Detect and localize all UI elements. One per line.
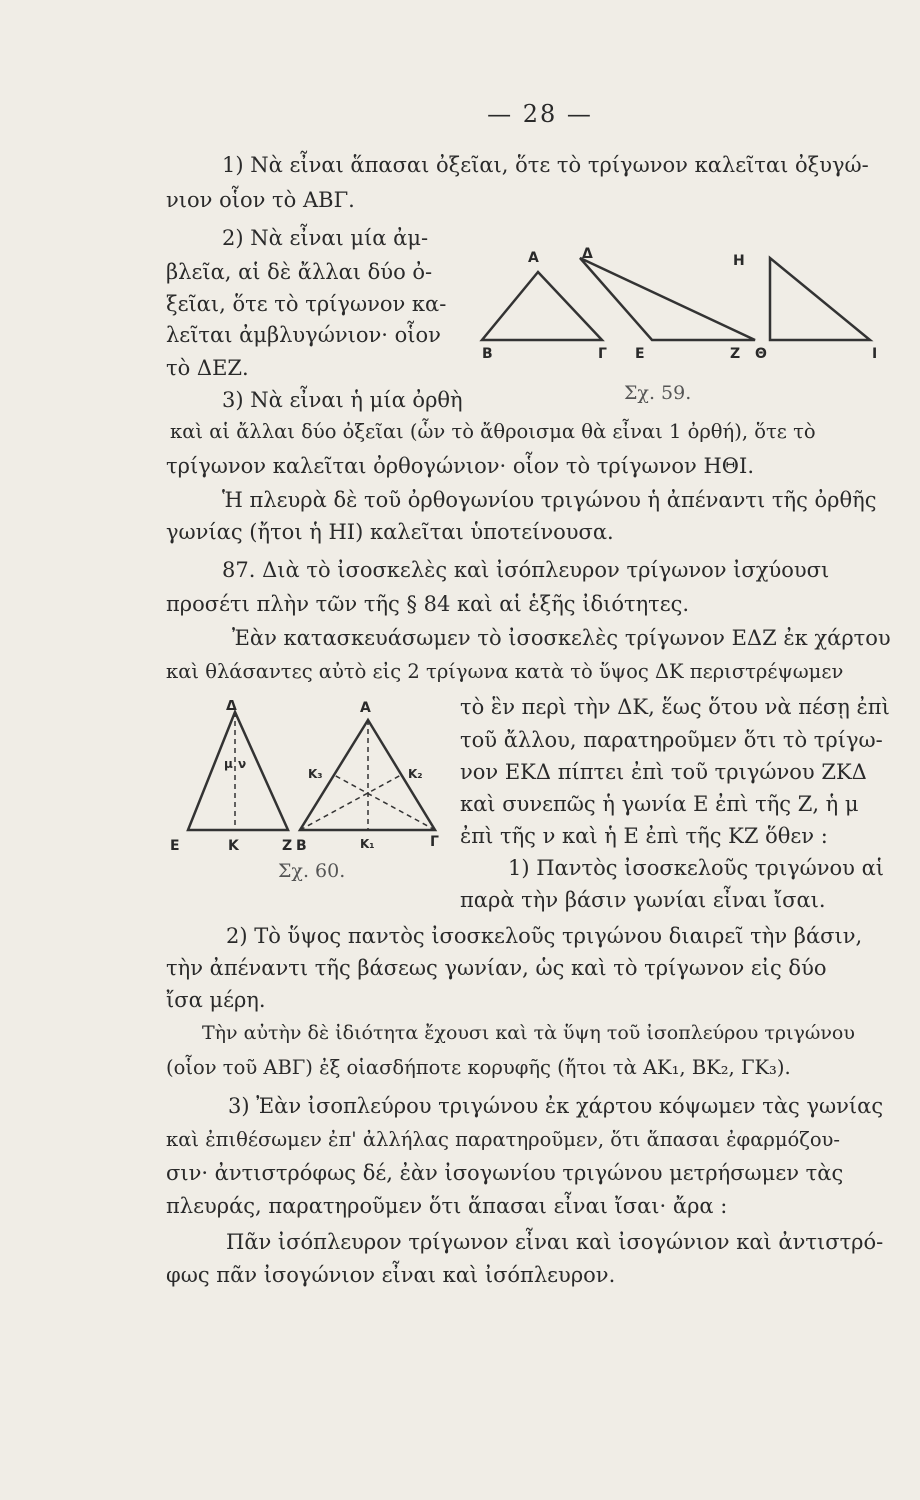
text-line: τὸ ΔΕΖ. [166,356,249,380]
text-line: νιον οἷον τὸ ΑΒΓ. [166,188,355,212]
text-line: καὶ αἱ ἄλλαι δύο ὀξεῖαι (ὧν τὸ ἄθροισμα θὰ εἶναι 1 ὀρθή), ὅτε τὸ [170,420,816,443]
figure-59 [470,240,890,380]
label-B: B [482,346,493,362]
label-D: Δ [582,246,593,262]
label-mu: μ [224,757,233,771]
text-line: Τὴν αὐτὴν δὲ ἰδιότητα ἔχουσι καὶ τὰ ὕψη τοῦ ἰσοπλεύρου τριγώνου [202,1022,855,1044]
label-A: A [528,250,539,266]
text-line: καὶ θλάσαντες αὐτὸ εἰς 2 τρίγωνα κατὰ τὸ ὕψος ΔΚ περιστρέψωμεν [166,660,844,683]
label-K1: Κ₁ [360,837,375,851]
label-B: Β [296,838,307,854]
label-G: Γ [598,346,607,362]
text-line: προσέτι πλὴν τῶν τῆς § 84 καὶ αἱ ἑξῆς ἰδιότητες. [166,592,690,616]
text-line: γωνίας (ἤτοι ἡ ΗΙ) καλεῖται ὑποτείνουσα. [166,520,614,544]
right-triangle [770,258,870,340]
label-K2: Κ₂ [408,767,423,781]
text-line: 1) Νὰ εἶναι ἅπασαι ὀξεῖαι, ὅτε τὸ τρίγωνον καλεῖται ὀξυγώ- [222,153,869,177]
label-Th: Θ [755,346,767,362]
figure-60-caption: Σχ. 60. [278,860,346,882]
text-line: τὴν ἀπέναντι τῆς βάσεως γωνίαν, ὡς καὶ τὸ τρίγωνον εἰς δύο [166,956,827,980]
text-line: πλευράς, παρατηροῦμεν ὅτι ἅπασαι εἶναι ἴσαι· ἄρα : [166,1194,728,1218]
label-G: Γ [430,834,439,850]
figure-60 [170,700,450,860]
isosceles-triangle [188,712,288,830]
label-Z: Ζ [282,838,293,854]
label-A: Α [360,700,371,716]
text-line: 3) Ἐὰν ἰσοπλεύρου τριγώνου ἐκ χάρτου κόψωμεν τὰς γωνίας [228,1094,884,1118]
figure-60-diagram [170,700,450,860]
text-line: τρίγωνον καλεῖται ὀρθογώνιον· οἷον τὸ τρίγωνον ΗΘΙ. [166,454,754,478]
label-D: Δ [226,700,237,714]
text-line: Ἡ πλευρὰ δὲ τοῦ ὀρθογωνίου τριγώνου ἡ ἀπέναντι τῆς ὀρθῆς [222,488,877,512]
text-line: 87. Διὰ τὸ ἰσοσκελὲς καὶ ἰσόπλευρον τρίγωνον ἰσχύουσι [222,558,830,582]
text-line: σιν· ἀντιστρόφως δέ, ἐὰν ἰσογωνίου τριγώνου μετρήσωμεν τὰς [166,1161,844,1185]
text-line: 1) Παντὸς ἰσοσκελοῦς τριγώνου αἱ [508,856,885,880]
text-line: ἴσα μέρη. [166,988,266,1012]
label-E: Ε [170,838,180,854]
text-line: 2) Τὸ ὕψος παντὸς ἰσοσκελοῦς τριγώνου διαιρεῖ τὴν βάσιν, [226,924,863,948]
figure-59-diagram [470,240,890,380]
text-line: λεῖται ἀμβλυγώνιον· οἷον [166,323,441,347]
text-line: καὶ ἐπιθέσωμεν ἐπ' ἀλλήλας παρατηροῦμεν, ὅτι ἅπασαι ἐφαρμόζου- [166,1128,840,1151]
label-I: Ι [872,346,878,362]
text-line: ἐπὶ τῆς ν καὶ ἡ Ε ἐπὶ τῆς ΚΖ ὅθεν : [460,824,828,848]
text-line: παρὰ τὴν βάσιν γωνίαι εἶναι ἴσαι. [460,888,826,912]
label-K3: Κ₃ [308,767,323,781]
page-number: — 28 — [487,100,593,128]
label-H: Η [733,253,745,269]
text-line: Ἐὰν κατασκευάσωμεν τὸ ἰσοσκελὲς τρίγωνον ΕΔΖ ἐκ χάρτου [232,626,891,650]
text-line: (οἷον τοῦ ΑΒΓ) ἐξ οἱασδήποτε κορυφῆς (ἤτοι τὰ ΑΚ₁, ΒΚ₂, ΓΚ₃). [166,1056,791,1079]
text-line: νον ΕΚΔ πίπτει ἐπὶ τοῦ τριγώνου ΖΚΔ [460,760,867,784]
label-E: Ε [635,346,645,362]
text-line: ξεῖαι, ὅτε τὸ τρίγωνον κα- [166,292,447,316]
figure-59-caption: Σχ. 59. [624,382,692,404]
text-line: καὶ συνεπῶς ἡ γωνία Ε ἐπὶ τῆς Ζ, ἡ μ [460,792,859,816]
text-line: 3) Νὰ εἶναι ἡ μία ὀρθὴ [222,388,463,412]
text-line: βλεῖα, αἱ δὲ ἄλλαι δύο ὀ- [166,260,433,284]
text-line: 2) Νὰ εἶναι μία ἀμ- [222,226,429,250]
obtuse-triangle [580,258,755,340]
text-line: φως πᾶν ἰσογώνιον εἶναι καὶ ἰσόπλευρον. [166,1263,616,1287]
text-line: τοῦ ἄλλου, παρατηροῦμεν ὅτι τὸ τρίγω- [460,728,883,752]
text-line: τὸ ἓν περὶ τὴν ΔΚ, ἕως ὅτου νὰ πέσῃ ἐπὶ [460,695,890,719]
text-line: Πᾶν ἰσόπλευρον τρίγωνον εἶναι καὶ ἰσογώνιον καὶ ἀντιστρό- [226,1230,884,1254]
label-Z: Ζ [730,346,741,362]
label-K: Κ [228,838,239,854]
acute-triangle [482,272,602,340]
label-nu: ν [238,757,247,771]
